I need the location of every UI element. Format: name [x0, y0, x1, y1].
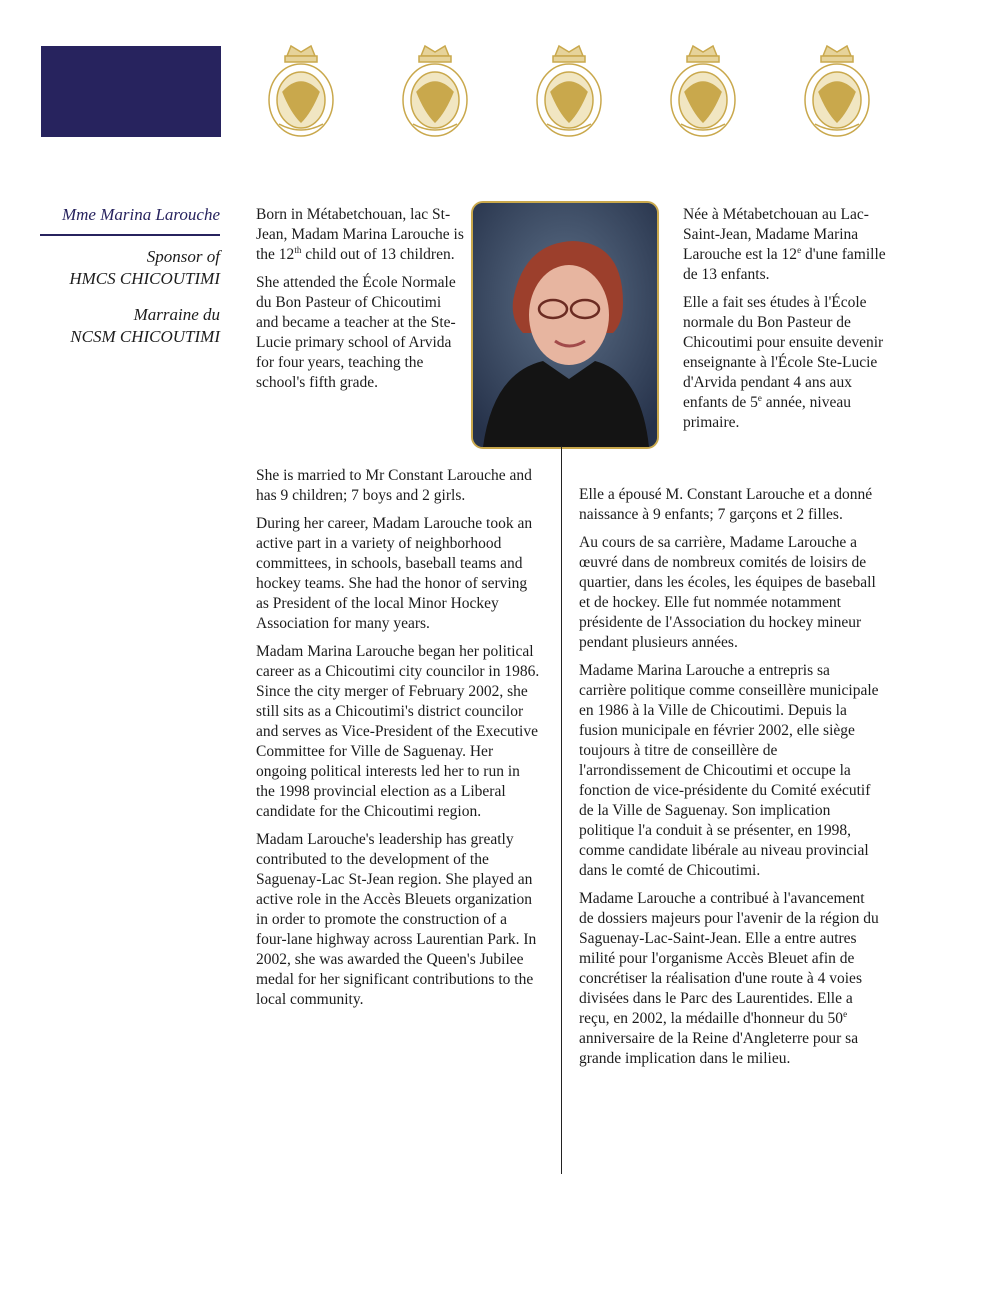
english-column-top: [256, 205, 466, 401]
en-paragraph-1: Born in Métabetchouan, lac St-Jean, Madam Marina Larouche is the 12th child out of 13 children.: [256, 206, 464, 263]
header-color-block: [41, 46, 221, 137]
fr-paragraph-6: Madame Larouche a contribué à l'avancement de dossiers majeurs pour l'avenir de la région du Saguenay-Lac-Saint-Jean. Elle a entre autres milité pour l'organisme Accès Bleuet afin de concrétiser la réalisation d'une route à 4 voies divisées dans le Parc des Laurentides. Elle a reçu, en 2002, la médaille d'honneur du 50e anniversaire de la Reine d'Angleterre pour sa grande implication dans le milieu.: [579, 890, 879, 1067]
sponsor-name: Mme Marina Larouche: [40, 205, 220, 236]
fr-paragraph-1: Née à Métabetchouan au Lac-Saint-Jean, Madame Marina Larouche est la 12e d'une famille de 13 enfants.: [683, 206, 886, 283]
sidebar: [20, 205, 220, 348]
english-column: [256, 466, 541, 1018]
fr-paragraph-3: Elle a épousé M. Constant Larouche et a donné naissance à 9 enfants; 7 garçons et 2 filles.: [579, 486, 873, 523]
sponsor-role-fr: Marraine du: [133, 305, 220, 324]
ship-crest-icon: [801, 42, 873, 140]
en-paragraph-3: She is married to Mr Constant Larouche and has 9 children; 7 boys and 2 girls.: [256, 467, 532, 504]
fr-paragraph-4: Au cours de sa carrière, Madame Larouche a œuvré dans de nombreux comités de loisirs de quartier, dans les écoles, les équipes de baseball et de hockey. Elle fut nommée notamment présidente de l'Association du hockey mineur pendant plusieurs années.: [579, 534, 876, 651]
ship-name-en: HMCS CHICOUTIMI: [69, 269, 220, 288]
french-column: [579, 485, 879, 1077]
en-paragraph-2: She attended the École Normale du Bon Pasteur of Chicoutimi and became a teacher at the Ste-Lucie primary school of Arvida for four years, teaching the school's fifth grade.: [256, 274, 456, 391]
column-divider: [561, 446, 562, 1174]
crest-row: [265, 42, 885, 142]
fr-paragraph-2: Elle a fait ses études à l'École normale du Bon Pasteur de Chicoutimi pour ensuite devenir enseignante à l'École Ste-Lucie d'Arvida pendant 4 ans aux enfants de 5e année, niveau primaire.: [683, 294, 884, 431]
french-column-top: [683, 205, 893, 441]
en-paragraph-6: Madam Larouche's leadership has greatly contributed to the development of the Saguenay-Lac St-Jean region. She played an active role in the Accès Bleuets organization in order to promote the construction of a four-lane highway across Laurentian Park. In 2002, she was awarded the Queen's Jubilee medal for her significant contributions to the local community.: [256, 831, 537, 1008]
sponsor-role-en: Sponsor of: [146, 247, 220, 266]
ship-crest-icon: [265, 42, 337, 140]
portrait-photo: [471, 201, 659, 449]
ship-crest-icon: [667, 42, 739, 140]
en-paragraph-5: Madam Marina Larouche began her political career as a Chicoutimi city councilor in 1986. Since the city merger of February 2002, she still sits as a Chicoutimi's district councilor and serves as Vice-President of the Executive Committee for Ville de Saguenay. Her ongoing political interests led her to run in the 1998 provincial election as a Liberal candidate for the Chicoutimi region.: [256, 643, 540, 820]
ship-crest-icon: [533, 42, 605, 140]
en-paragraph-4: During her career, Madam Larouche took an active part in a variety of neighborhood committees, in schools, baseball teams and hockey teams. She had the honor of serving as President of the local Minor Hockey Association for many years.: [256, 515, 533, 632]
ship-name-fr: NCSM CHICOUTIMI: [70, 327, 220, 346]
ship-crest-icon: [399, 42, 471, 140]
fr-paragraph-5: Madame Marina Larouche a entrepris sa carrière politique comme conseillère municipale en 1986 à la Ville de Chicoutimi. Depuis la fusion municipale en février 2002, elle siège toujours à titre de conseillère de l'arrondissement de Chicoutimi et occupe la fonction de vice-présidente du Comité exécutif de la Ville de Saguenay. Son implication politique l'a conduit à se présenter, en 1998, comme candidate libérale au niveau provincial dans le comté de Chicoutimi.: [579, 662, 879, 879]
